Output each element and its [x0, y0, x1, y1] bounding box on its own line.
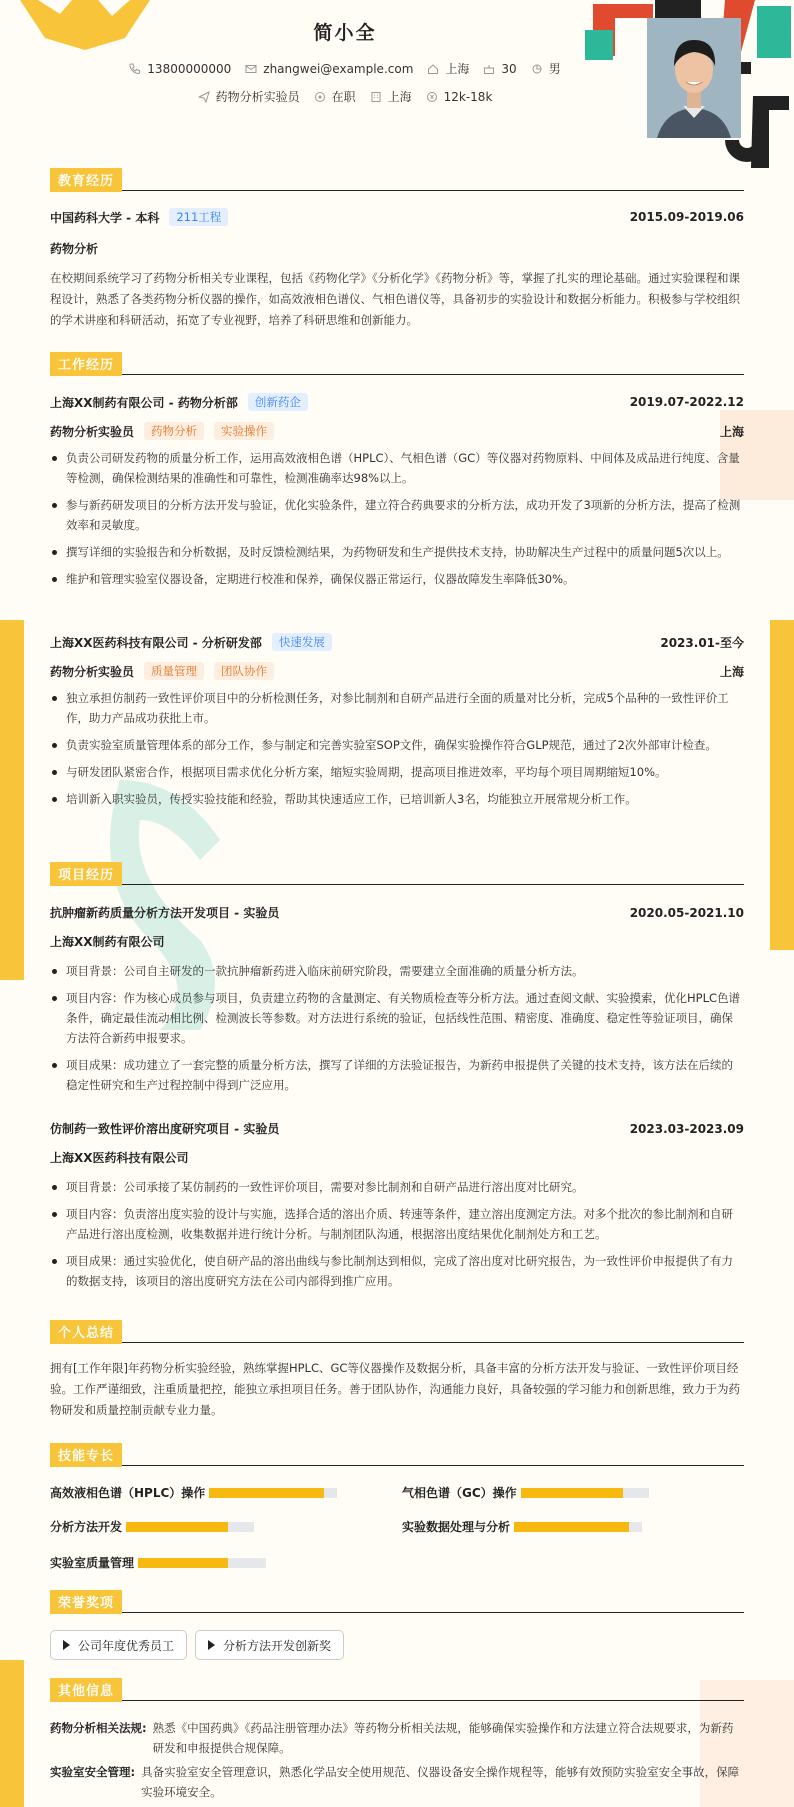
project-header — [50, 904, 744, 921]
work-date: 2023.01-至今 — [660, 635, 744, 650]
role-tag: 实验操作 — [214, 422, 274, 440]
project-company-row — [50, 1149, 744, 1166]
award-chip — [195, 1630, 344, 1660]
cake-icon — [483, 63, 495, 75]
list-item: 与研发团队紧密合作，根据项目需求优化分析方案，缩短实验周期，提高项目推进效率，平均每个项目周期缩短10%。 — [50, 762, 744, 782]
phone-value: 13800000000 — [147, 61, 232, 76]
work-role-row — [50, 662, 744, 680]
email-value: zhangwei@example.com — [263, 61, 414, 76]
mail-icon — [245, 63, 257, 75]
section-title: 荣誉奖项 — [50, 1590, 122, 1614]
skill-bar — [138, 1558, 266, 1568]
send-icon — [198, 91, 210, 103]
building-icon — [370, 91, 382, 103]
other-item — [50, 1718, 744, 1758]
skill-bar-fill — [514, 1522, 629, 1532]
skill-bar-fill — [138, 1558, 228, 1568]
skill-item — [50, 1554, 266, 1571]
list-item: 项目成果：通过实验优化，使自研产品的溶出曲线与参比制剂达到相似，完成了溶出度对比研究报告，为一致性评价申报提供了有力的数据支持，该项目的溶出度研究方法在公司内部得到推广应用。 — [50, 1251, 744, 1291]
skill-bar — [514, 1522, 642, 1532]
project-header — [50, 1120, 744, 1137]
skill-bar — [209, 1488, 337, 1498]
company-tag: 快速发展 — [272, 633, 332, 651]
project-bullets — [50, 1177, 744, 1298]
project-company: 上海XX医药科技有限公司 — [50, 1151, 189, 1165]
major-row — [50, 240, 744, 257]
skill-name: 实验数据处理与分析 — [402, 1520, 511, 1534]
list-item: 项目背景：公司承接了某仿制药的一致性评价项目，需要对参比制剂和自研产品进行溶出度对比研究。 — [50, 1177, 744, 1197]
skill-item — [402, 1518, 642, 1535]
project-date: 2020.05-2021.10 — [629, 905, 744, 920]
role-name: 药物分析实验员 — [50, 424, 135, 439]
skill-item — [50, 1518, 254, 1535]
major-name: 药物分析 — [50, 242, 99, 256]
work-role-row — [50, 422, 744, 440]
section-summary — [50, 1320, 744, 1343]
education-header — [50, 208, 744, 226]
play-icon — [63, 1640, 70, 1650]
skill-name: 高效液相色谱（HPLC）操作 — [50, 1486, 206, 1500]
section-title: 项目经历 — [50, 862, 122, 886]
other-item — [50, 1762, 744, 1802]
other-value: 具备实验室安全管理意识，熟悉化学品安全使用规范、仪器设备安全操作规程等，能够有效预防实验室安全事故，保障实验环境安全。 — [141, 1765, 740, 1799]
skill-item — [402, 1484, 649, 1501]
project-title: 抗肿瘤新药质量分析方法开发项目 - 实验员 — [50, 906, 280, 920]
list-item: 维护和管理实验室仪器设备，定期进行校准和保养，确保仪器正常运行，仪器故障发生率降低30%。 — [50, 569, 744, 589]
work-bullets — [50, 448, 744, 596]
gender-icon — [531, 63, 543, 75]
home-icon — [427, 63, 439, 75]
skill-bar-fill — [521, 1488, 623, 1498]
decor-left-stripe — [0, 620, 24, 980]
section-projects — [50, 862, 744, 885]
other-key: 实验室安全管理: — [50, 1765, 136, 1779]
company-tag: 创新药企 — [248, 393, 308, 411]
section-title: 其他信息 — [50, 1678, 122, 1702]
list-item: 独立承担仿制药一致性评价项目中的分析检测任务，对参比制剂和自研产品进行全面的质量对比分析，完成5个品种的一致性评价工作，助力产品成功获批上市。 — [50, 688, 744, 728]
list-item: 负责公司研发药物的质量分析工作，运用高效液相色谱（HPLC）、气相色谱（GC）等仪器对药物原料、中间体及成品进行纯度、含量等检测，确保检测结果的准确性和可靠性，检测准确率达98%以上。 — [50, 448, 744, 488]
role-tag: 质量管理 — [144, 662, 204, 680]
school-tag: 211工程 — [169, 208, 228, 226]
section-title: 个人总结 — [50, 1320, 122, 1344]
section-title: 教育经历 — [50, 168, 122, 192]
work-location: 上海 — [719, 664, 744, 679]
other-value: 熟悉《中国药典》《药品注册管理办法》等药物分析相关法规，能够确保实验操作和方法建立符合法规要求，为新药研发和申报提供合规保障。 — [152, 1721, 734, 1755]
salary-value: 12k-18k — [443, 89, 493, 104]
profile-photo — [647, 18, 741, 138]
list-item: 项目背景：公司自主研发的一款抗肿瘤新药进入临床前研究阶段，需要建立全面准确的质量分析方法。 — [50, 961, 744, 981]
decor-right-stripe — [770, 620, 794, 950]
phone-icon — [129, 63, 141, 75]
candidate-name: 简小全 — [313, 22, 377, 44]
status-icon — [314, 91, 326, 103]
status-value: 在职 — [331, 90, 356, 104]
role-tag: 团队协作 — [214, 662, 274, 680]
project-company-row — [50, 933, 744, 950]
education-date: 2015.09-2019.06 — [629, 210, 744, 224]
list-item: 项目内容：作为核心成员参与项目，负责建立药物的含量测定、有关物质检查等分析方法。通过查阅文献、实验摸索，优化HPLC色谱条件，确定最佳流动相比例、检测波长等参数。对方法进行系统的验证，包括线性范围、精密度、准确度、稳定性等验证项目，确保方法符合新药申报要求。 — [50, 988, 744, 1048]
project-date: 2023.03-2023.09 — [629, 1121, 744, 1136]
education-description: 在校期间系统学习了药物分析相关专业课程，包括《药物化学》《分析化学》《药物分析》等，掌握了扎实的理论基础。通过实验课程和课程设计，熟悉了各类药物分析仪器的操作，如高效液相色谱仪、气相色谱仪等，具备初步的实验设计和数据分析能力。积极参与学校组织的学术讲座和科研活动，拓宽了专业视野，培养了科研思维和创新能力。 — [50, 271, 740, 327]
list-item: 项目成果：成功建立了一套完整的质量分析方法，撰写了详细的方法验证报告，为新药申报提供了关键的技术支持，该方法在后续的稳定性研究和生产过程控制中得到广泛应用。 — [50, 1055, 744, 1095]
section-other — [50, 1678, 744, 1701]
work-location: 上海 — [719, 424, 744, 439]
work-header — [50, 393, 744, 411]
company-name: 上海XX制药有限公司 - 药物分析部 — [50, 395, 238, 410]
skill-name: 实验室质量管理 — [50, 1556, 135, 1570]
list-item: 参与新药研发项目的分析方法开发与验证，优化实验条件，建立符合药典要求的分析方法，成功开发了3项新的分析方法，提高了检测效率和灵敏度。 — [50, 495, 744, 535]
gender-value: 男 — [548, 62, 561, 76]
decor-bottom-stripe — [0, 1660, 24, 1807]
project-bullets — [50, 961, 744, 1102]
section-skills — [50, 1443, 744, 1466]
work-header — [50, 633, 744, 651]
company-name: 上海XX医药科技有限公司 - 分析研发部 — [50, 635, 262, 650]
list-item: 负责实验室质量管理体系的部分工作，参与制定和完善实验室SOP文件，确保实验操作符合GLP规范，通过了2次外部审计检查。 — [50, 735, 744, 755]
school-name: 中国药科大学 - 本科 — [50, 210, 160, 225]
role-tag: 药物分析 — [144, 422, 204, 440]
contact-row — [50, 60, 640, 77]
award-label: 公司年度优秀员工 — [78, 1638, 175, 1653]
section-title: 技能专长 — [50, 1443, 122, 1467]
work-bullets — [50, 688, 744, 816]
project-company: 上海XX制药有限公司 — [50, 935, 165, 949]
skill-bar — [126, 1522, 254, 1532]
list-item: 培训新入职实验员，传授实验技能和经验，帮助其快速适应工作，已培训新人3名，均能独立开展常规分析工作。 — [50, 789, 744, 809]
city-value: 上海 — [445, 62, 470, 76]
play-icon — [208, 1640, 215, 1650]
summary-text: 拥有[工作年限]年药物分析实验经验，熟练掌握HPLC、GC等仪器操作及数据分析，具备丰富的分析方法开发与验证、一致性评价项目经验。工作严谨细致，注重质量把控，能独立承担项目任务。善于团队协作，沟通能力良好，具备较强的学习能力和创新思维，致力于为药物研发和质量控制贡献专业力量。 — [50, 1361, 740, 1417]
position-value: 药物分析实验员 — [215, 90, 300, 104]
section-work — [50, 352, 744, 375]
section-title: 工作经历 — [50, 352, 122, 376]
work-date: 2019.07-2022.12 — [629, 395, 744, 409]
list-item: 项目内容：负责溶出度实验的设计与实施，选择合适的溶出介质、转速等条件，建立溶出度测定方法。对多个批次的参比制剂和自研产品进行溶出度检测，收集数据并进行统计分析。与制剂团队沟通，根据溶出度结果优化制剂处方和工艺。 — [50, 1204, 744, 1244]
job-intention-row — [50, 88, 640, 105]
section-awards — [50, 1590, 744, 1613]
list-item: 撰写详细的实验报告和分析数据，及时反馈检测结果，为药物研发和生产提供技术支持，协助解决生产过程中的质量问题5次以上。 — [50, 542, 744, 562]
award-label: 分析方法开发创新奖 — [223, 1638, 332, 1653]
skill-name: 气相色谱（GC）操作 — [402, 1486, 517, 1500]
role-name: 药物分析实验员 — [50, 664, 135, 679]
skill-bar — [521, 1488, 649, 1498]
skill-name: 分析方法开发 — [50, 1520, 123, 1534]
skill-item — [50, 1484, 337, 1501]
skill-bar-fill — [209, 1488, 324, 1498]
skill-bar-fill — [126, 1522, 228, 1532]
age-value: 30 — [501, 61, 517, 76]
award-chip — [50, 1630, 187, 1660]
other-key: 药物分析相关法规: — [50, 1721, 147, 1735]
project-title: 仿制药一致性评价溶出度研究项目 - 实验员 — [50, 1122, 280, 1136]
target-city-value: 上海 — [387, 90, 412, 104]
section-education — [50, 168, 744, 191]
salary-icon — [426, 91, 438, 103]
